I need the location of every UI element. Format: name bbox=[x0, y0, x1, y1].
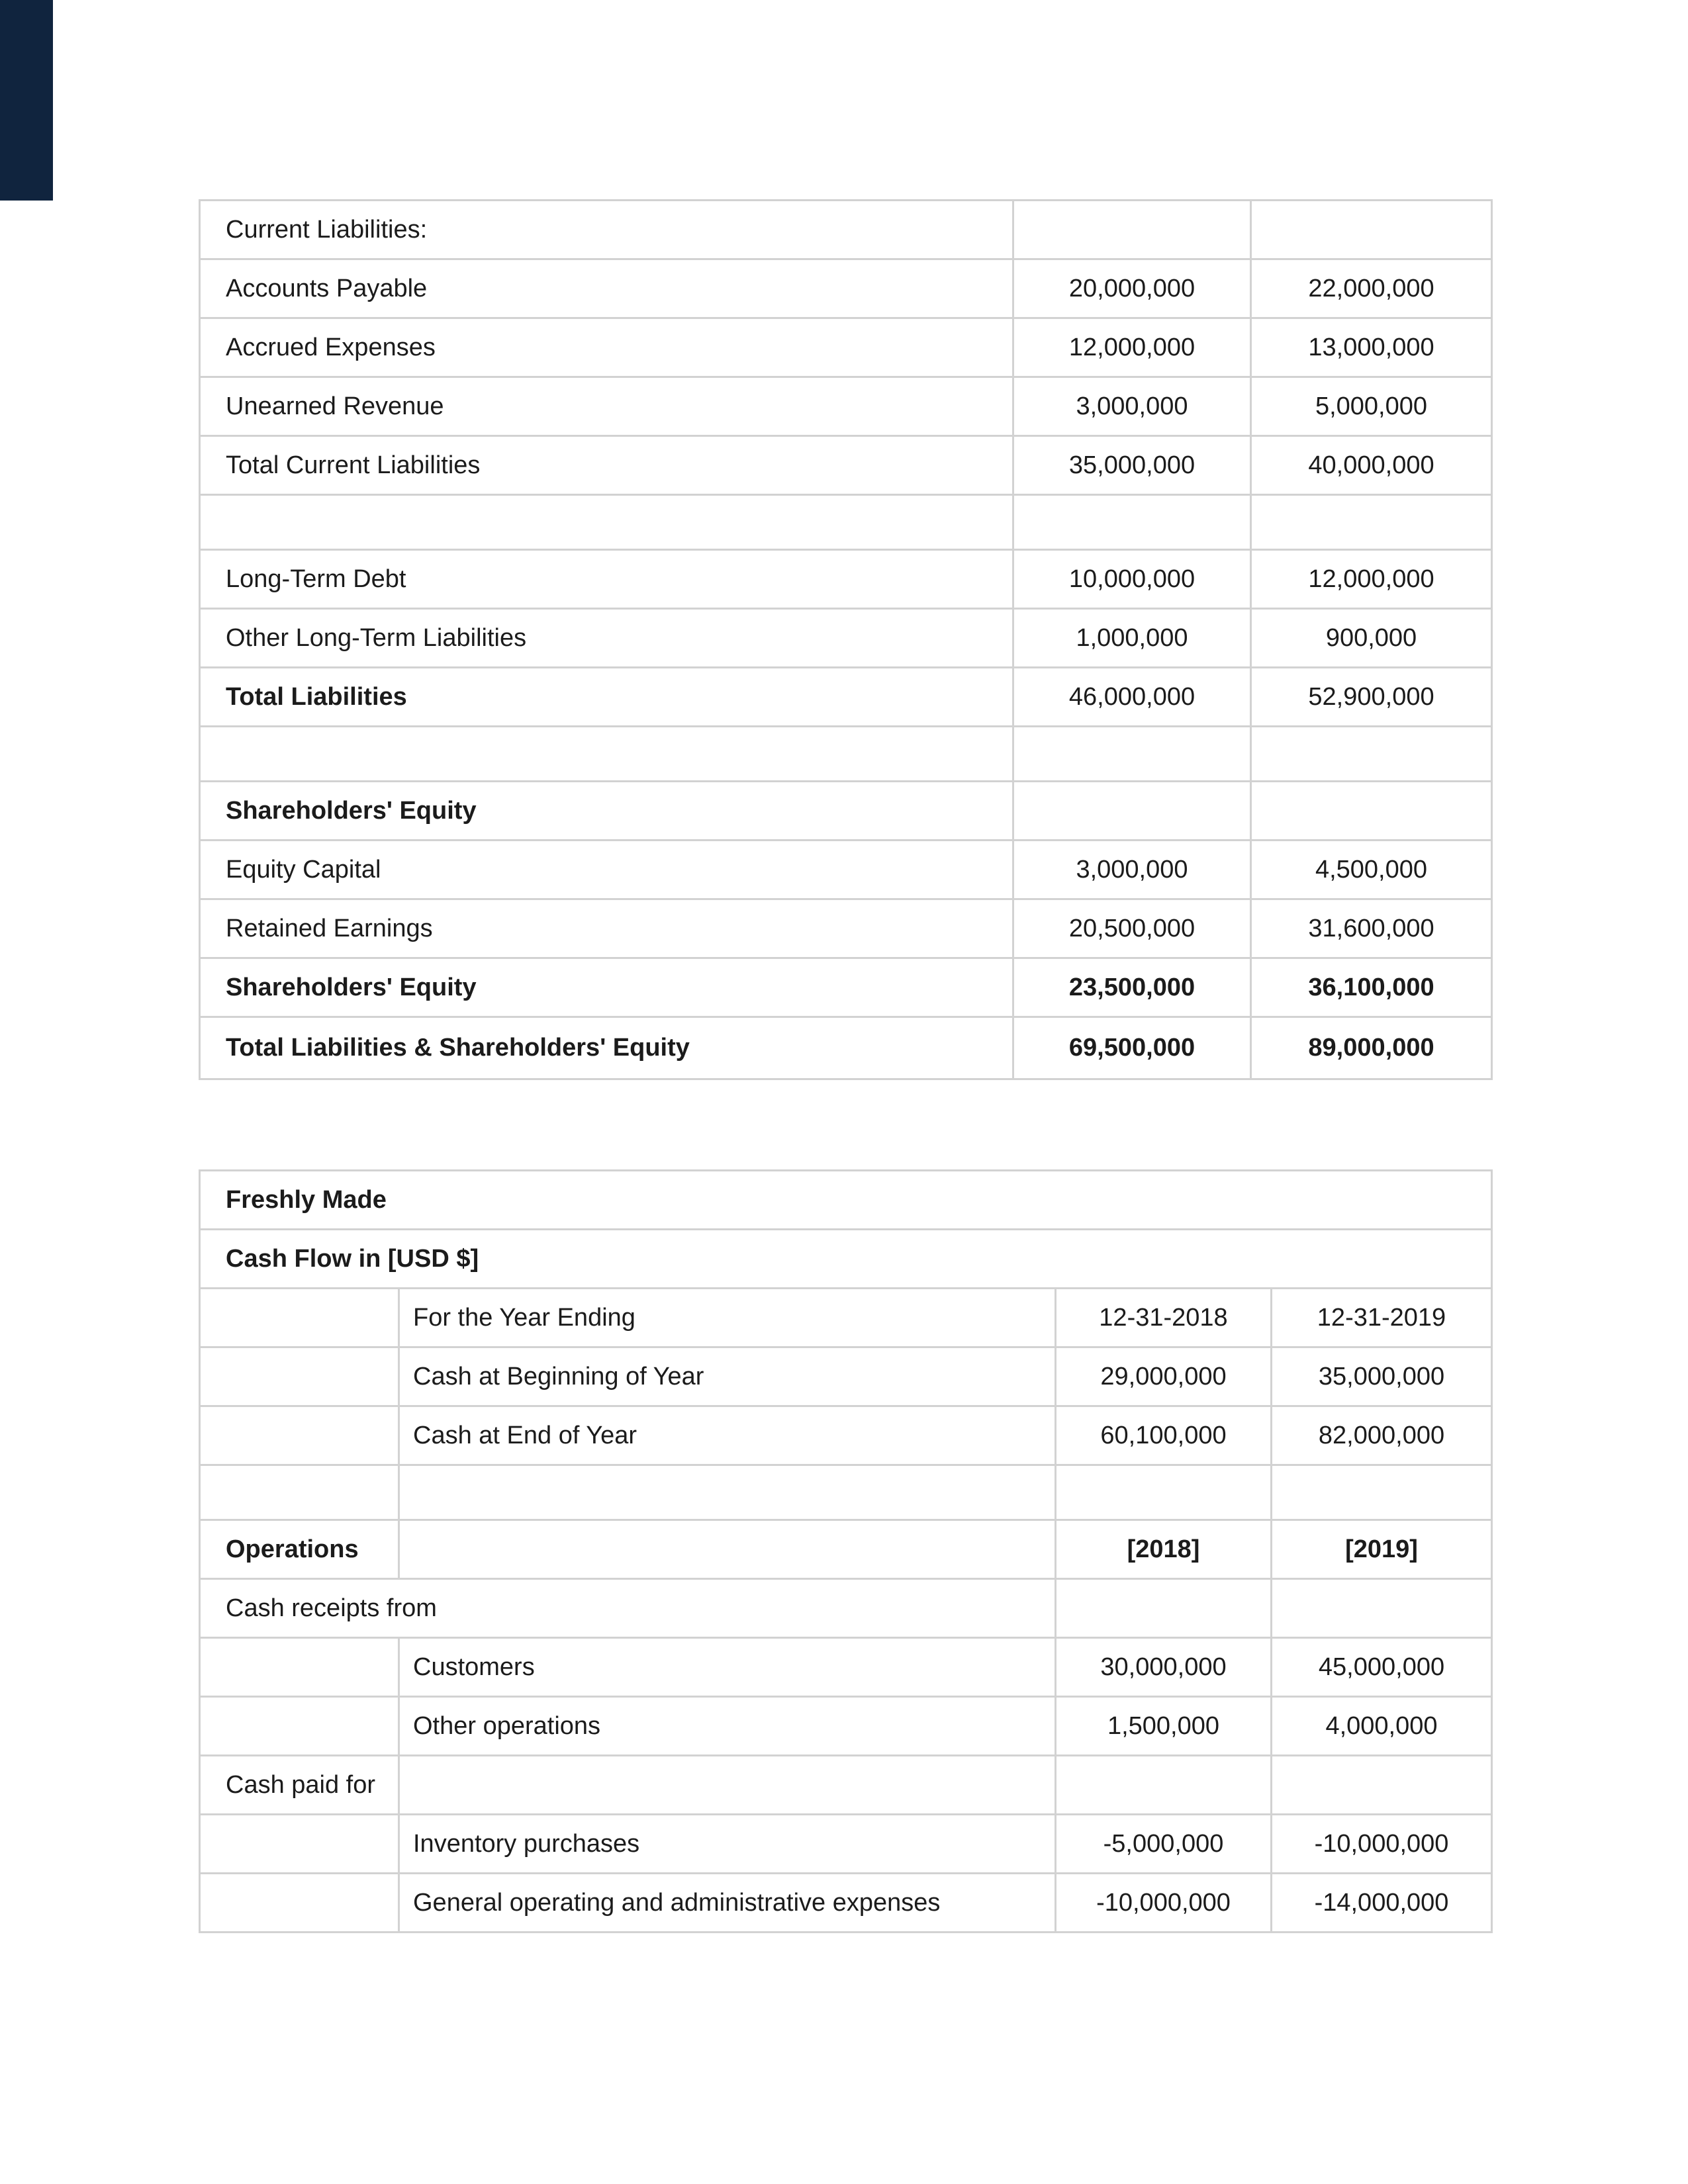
table-row bbox=[200, 1406, 1492, 1465]
row-label: Total Liabilities & Shareholders' Equity bbox=[200, 1017, 1013, 1079]
empty-cell bbox=[1251, 727, 1492, 782]
spacer-row bbox=[200, 1465, 1492, 1520]
spacer-row bbox=[200, 495, 1492, 550]
table-row bbox=[200, 1874, 1492, 1933]
row-label: Other operations bbox=[399, 1697, 1056, 1756]
group-label: Cash paid for bbox=[200, 1756, 399, 1815]
table-row bbox=[200, 377, 1492, 436]
value-2018: -10,000,000 bbox=[1056, 1874, 1272, 1933]
table-row bbox=[200, 1638, 1492, 1697]
empty-cell bbox=[1056, 1465, 1272, 1520]
row-label: General operating and administrative expenses bbox=[399, 1874, 1056, 1933]
value-2018: 10,000,000 bbox=[1013, 550, 1251, 609]
empty-cell bbox=[1272, 1579, 1492, 1638]
empty-cell bbox=[1272, 1756, 1492, 1815]
value-2018: 60,100,000 bbox=[1056, 1406, 1272, 1465]
value-2019: 31,600,000 bbox=[1251, 899, 1492, 958]
year-header-2018: [2018] bbox=[1056, 1520, 1272, 1579]
value-2019: 82,000,000 bbox=[1272, 1406, 1492, 1465]
row-label: Long-Term Debt bbox=[200, 550, 1013, 609]
value-2019: 4,000,000 bbox=[1272, 1697, 1492, 1756]
value-2018: 69,500,000 bbox=[1013, 1017, 1251, 1079]
row-label: Retained Earnings bbox=[200, 899, 1013, 958]
row-label: Cash at End of Year bbox=[399, 1406, 1056, 1465]
table-row bbox=[200, 318, 1492, 377]
empty-cell bbox=[200, 1465, 399, 1520]
section-heading: Operations bbox=[200, 1520, 399, 1579]
value-2019: 5,000,000 bbox=[1251, 377, 1492, 436]
row-label: Total Current Liabilities bbox=[200, 436, 1013, 495]
empty-cell bbox=[1013, 727, 1251, 782]
value-2018: 46,000,000 bbox=[1013, 668, 1251, 727]
value-2019: -10,000,000 bbox=[1272, 1815, 1492, 1874]
row-label: Accrued Expenses bbox=[200, 318, 1013, 377]
row-label: Equity Capital bbox=[200, 841, 1013, 899]
empty-cell bbox=[200, 495, 1013, 550]
empty-cell bbox=[200, 727, 1013, 782]
empty-cell bbox=[200, 1406, 399, 1465]
empty-cell bbox=[399, 1465, 1056, 1520]
table-row bbox=[200, 609, 1492, 668]
table-row bbox=[200, 436, 1492, 495]
empty-cell bbox=[1272, 1465, 1492, 1520]
spacer-row bbox=[200, 727, 1492, 782]
payments-heading-row bbox=[200, 1756, 1492, 1815]
value-2019: 89,000,000 bbox=[1251, 1017, 1492, 1079]
value-2019: 4,500,000 bbox=[1251, 841, 1492, 899]
empty-cell bbox=[1056, 1579, 1272, 1638]
company-name: Freshly Made bbox=[200, 1171, 1492, 1230]
table-row bbox=[200, 1347, 1492, 1406]
empty-cell bbox=[1013, 495, 1251, 550]
value-2018: 12,000,000 bbox=[1013, 318, 1251, 377]
side-accent-bar bbox=[0, 0, 53, 201]
empty-cell bbox=[200, 1347, 399, 1406]
value-2018: 20,500,000 bbox=[1013, 899, 1251, 958]
value-2019 bbox=[1251, 782, 1492, 841]
value-2018: 3,000,000 bbox=[1013, 377, 1251, 436]
row-label: Customers bbox=[399, 1638, 1056, 1697]
value-2019: 45,000,000 bbox=[1272, 1638, 1492, 1697]
value-2018: -5,000,000 bbox=[1056, 1815, 1272, 1874]
empty-cell bbox=[399, 1520, 1056, 1579]
total-liabilities-row bbox=[200, 668, 1492, 727]
table-row bbox=[200, 550, 1492, 609]
value-2019: 12,000,000 bbox=[1251, 550, 1492, 609]
receipts-heading-row bbox=[200, 1579, 1492, 1638]
value-2019: 40,000,000 bbox=[1251, 436, 1492, 495]
cash-flow-table bbox=[199, 1169, 1493, 1933]
empty-cell bbox=[200, 1874, 399, 1933]
value-2018: 30,000,000 bbox=[1056, 1638, 1272, 1697]
shareholders-equity-total-row bbox=[200, 958, 1492, 1017]
empty-cell bbox=[200, 1697, 399, 1756]
table-row bbox=[200, 841, 1492, 899]
title-row bbox=[200, 1230, 1492, 1289]
value-2018 bbox=[1013, 201, 1251, 259]
group-label: Cash receipts from bbox=[200, 1579, 1056, 1638]
row-label: Total Liabilities bbox=[200, 668, 1013, 727]
cash-flow-title: Cash Flow in [USD $] bbox=[200, 1230, 1492, 1289]
row-label: Shareholders' Equity bbox=[200, 958, 1013, 1017]
company-row bbox=[200, 1171, 1492, 1230]
table-row bbox=[200, 1289, 1492, 1347]
empty-cell bbox=[200, 1815, 399, 1874]
empty-cell bbox=[1056, 1756, 1272, 1815]
row-label: Unearned Revenue bbox=[200, 377, 1013, 436]
row-label: Current Liabilities: bbox=[200, 201, 1013, 259]
value-2018: 23,500,000 bbox=[1013, 958, 1251, 1017]
row-label: Cash at Beginning of Year bbox=[399, 1347, 1056, 1406]
operations-heading-row bbox=[200, 1520, 1492, 1579]
value-2019 bbox=[1251, 201, 1492, 259]
value-2018: 3,000,000 bbox=[1013, 841, 1251, 899]
row-label: Accounts Payable bbox=[200, 259, 1013, 318]
grand-total-row bbox=[200, 1017, 1492, 1079]
balance-sheet-table bbox=[199, 199, 1493, 1080]
table-row bbox=[200, 259, 1492, 318]
row-label: For the Year Ending bbox=[399, 1289, 1056, 1347]
value-2019: 36,100,000 bbox=[1251, 958, 1492, 1017]
value-2018 bbox=[1013, 782, 1251, 841]
row-label: Other Long-Term Liabilities bbox=[200, 609, 1013, 668]
row-label: Inventory purchases bbox=[399, 1815, 1056, 1874]
value-2019: 35,000,000 bbox=[1272, 1347, 1492, 1406]
year-header-2019: [2019] bbox=[1272, 1520, 1492, 1579]
value-2019: 13,000,000 bbox=[1251, 318, 1492, 377]
empty-cell bbox=[200, 1638, 399, 1697]
empty-cell bbox=[200, 1289, 399, 1347]
value-2018: 1,500,000 bbox=[1056, 1697, 1272, 1756]
empty-cell bbox=[1251, 495, 1492, 550]
table-row bbox=[200, 1697, 1492, 1756]
table-row bbox=[200, 899, 1492, 958]
value-2019: 22,000,000 bbox=[1251, 259, 1492, 318]
value-2019: 12-31-2019 bbox=[1272, 1289, 1492, 1347]
value-2019: -14,000,000 bbox=[1272, 1874, 1492, 1933]
table-row bbox=[200, 1815, 1492, 1874]
value-2018: 12-31-2018 bbox=[1056, 1289, 1272, 1347]
value-2018: 20,000,000 bbox=[1013, 259, 1251, 318]
empty-cell bbox=[399, 1756, 1056, 1815]
section-heading-row bbox=[200, 782, 1492, 841]
value-2018: 1,000,000 bbox=[1013, 609, 1251, 668]
value-2019: 52,900,000 bbox=[1251, 668, 1492, 727]
section-heading: Shareholders' Equity bbox=[200, 782, 1013, 841]
value-2018: 35,000,000 bbox=[1013, 436, 1251, 495]
value-2019: 900,000 bbox=[1251, 609, 1492, 668]
table-row bbox=[200, 201, 1492, 259]
value-2018: 29,000,000 bbox=[1056, 1347, 1272, 1406]
